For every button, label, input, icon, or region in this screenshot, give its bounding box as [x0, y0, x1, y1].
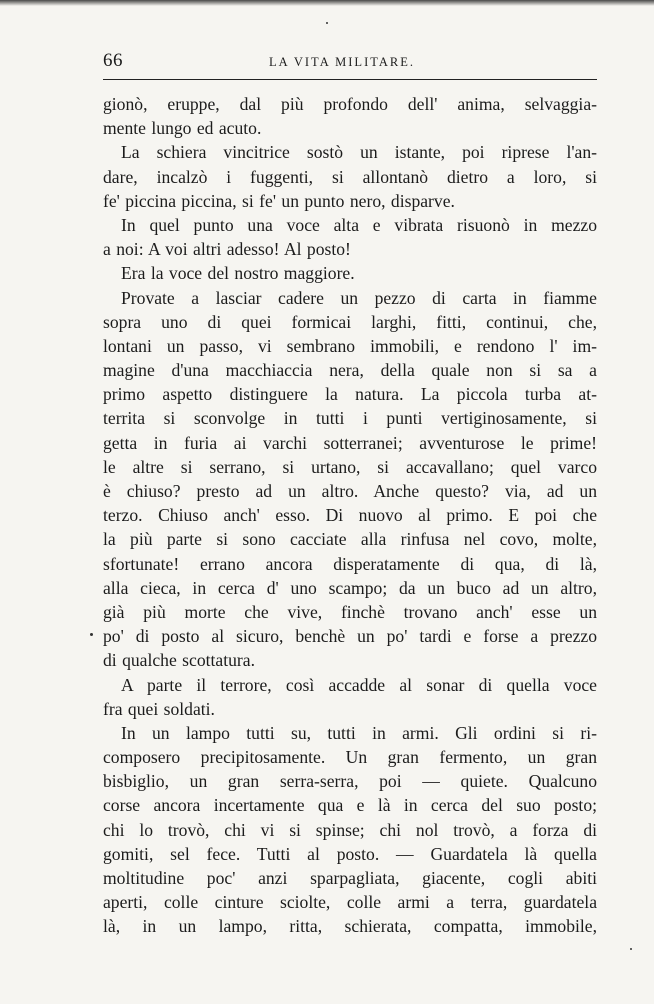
text-line: getta in furia ai varchi sotterranei; avventurose le prime!: [103, 432, 597, 453]
text-line: moltitudine poc' anzi sparpagliata, giacente, cogli abiti: [103, 868, 597, 888]
text-line: dare, incalzò i fuggenti, si allontanò dietro a loro, si: [103, 166, 597, 187]
text-line: già più morte che vive, finchè trovano anch' esse un: [103, 601, 597, 622]
text-line: composero precipitosamente. Un gran fermento, un gran: [103, 747, 597, 768]
text-line: fra quei soldati.: [103, 698, 215, 719]
text-line: corse ancora incertamente qua e là in cerca del suo posto;: [103, 795, 597, 816]
text-line: gionò, eruppe, dal più profondo dell' anima, selvaggia-: [103, 94, 597, 114]
text-line: fe' piccina piccina, si fe' un punto nero, disparve.: [103, 190, 455, 211]
text-line: A parte il terrore, così accadde al sonar di quella voce: [121, 674, 597, 695]
text-line: alla cieca, in cerca d' uno scampo; da un buco ad un altro,: [103, 577, 597, 598]
page-header: [103, 50, 597, 76]
text-line: la più parte si sono cacciate alla rinfusa nel covo, molte,: [103, 529, 597, 550]
paper-speck: [90, 633, 93, 636]
text-line: La schiera vincitrice sostò un istante, poi riprese l'an-: [121, 142, 597, 163]
text-line: è chiuso? presto ad un altro. Anche questo? via, ad un: [103, 481, 597, 501]
text-line: In un lampo tutti su, tutti in armi. Gli ordini si ri-: [121, 722, 597, 743]
text-line: sopra uno di quei formicai larghi, fitti, continui, che,: [103, 311, 597, 332]
text-line: le altre si serrano, si urtano, si accavallano; quel varco: [103, 456, 597, 477]
body-text: [103, 92, 597, 939]
text-line: primo aspetto distinguere la natura. La piccola turba at-: [103, 384, 597, 405]
text-line: lontani un passo, vi sembrano immobili, e rendono l' im-: [103, 335, 597, 356]
text-line: di qualche scottatura.: [103, 650, 255, 671]
page-number: 66: [103, 50, 123, 71]
page-top-shadow: [0, 0, 654, 6]
paper-speck: [630, 948, 632, 950]
text-line: aperti, colle cinture sciolte, colle armi a terra, guardatela: [103, 892, 597, 913]
text-line: bisbiglio, un gran serra-serra, poi — quiete. Qualcuno: [103, 771, 597, 792]
text-line: In quel punto una voce alta e vibrata risuonò in mezzo: [121, 214, 597, 235]
text-line: Provate a lasciar cadere un pezzo di carta in fiamme: [121, 287, 597, 308]
text-line: territa si sconvolge in tutti i punti vertiginosamente, si: [103, 408, 597, 429]
text-line: gomiti, sel fece. Tutti al posto. — Guardatela là quella: [103, 843, 597, 864]
text-line: magine d'una macchiaccia nera, della quale non si sa a: [103, 360, 597, 381]
text-line: là, in un lampo, ritta, schierata, compatta, immobile,: [103, 916, 597, 937]
paper-speck: [326, 22, 328, 24]
text-line: sfortunate! errano ancora disperatamente di qua, di là,: [103, 553, 597, 574]
text-line: a noi: A voi altri adesso! Al posto!: [103, 239, 351, 260]
header-rule: [103, 79, 597, 80]
text-line: Era la voce del nostro maggiore.: [121, 263, 355, 284]
text-line: chi lo trovò, chi vi si spinse; chi nol trovò, a forza di: [103, 819, 597, 840]
text-line: mente lungo ed acuto.: [103, 118, 262, 139]
text-line: po' di posto al sicuro, benchè un po' tardi e forse a prezzo: [103, 626, 597, 647]
text-line: terzo. Chiuso anch' esso. Di nuovo al primo. E poi che: [103, 505, 597, 526]
running-title: LA VITA MILITARE.: [269, 55, 415, 69]
